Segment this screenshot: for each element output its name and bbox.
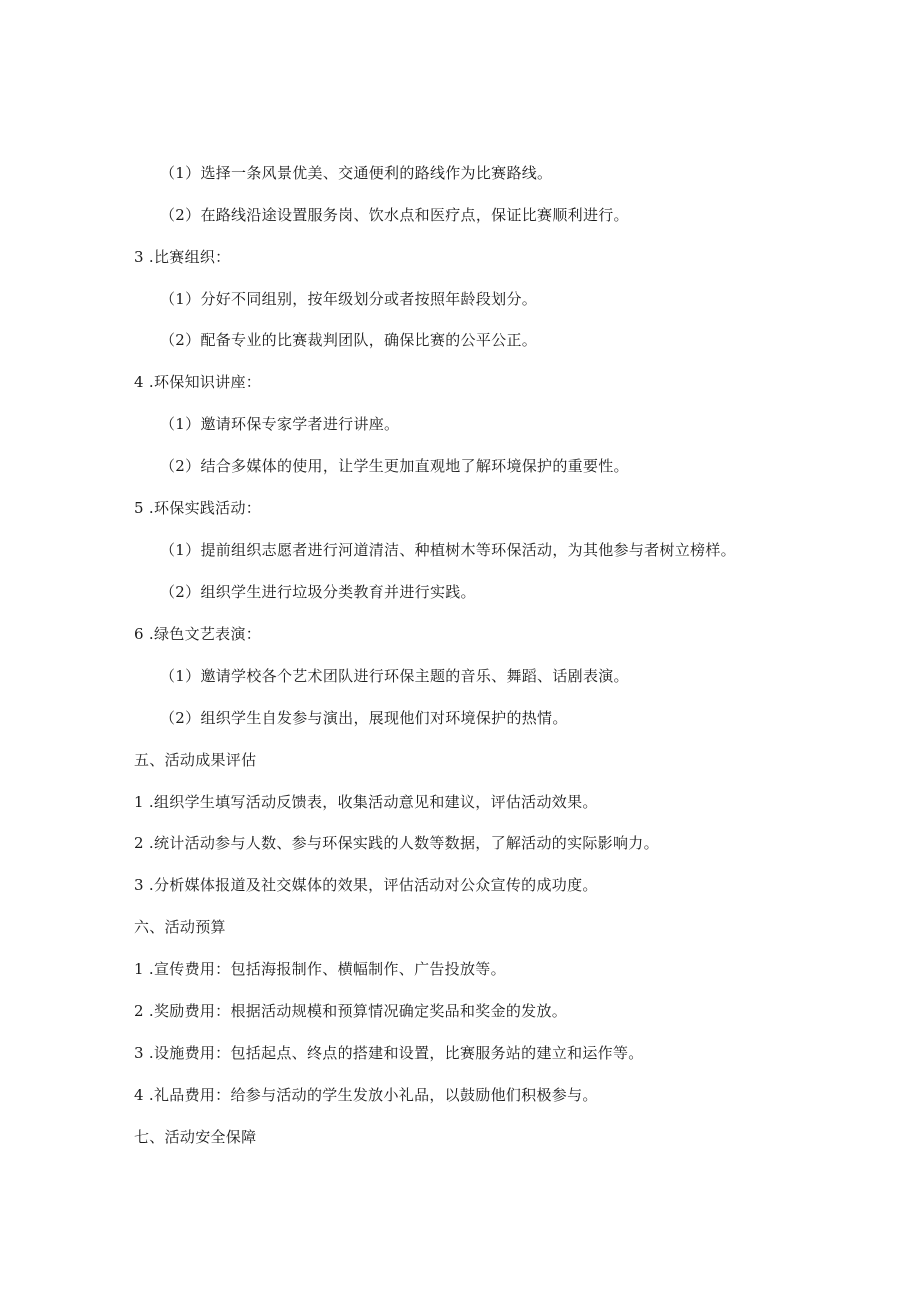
list-item: 3 .分析媒体报道及社交媒体的效果，评估活动对公众宣传的成功度。 [134,876,598,894]
list-item: 3 .设施费用：包括起点、终点的搭建和设置，比赛服务站的建立和运作等。 [134,1044,644,1062]
list-item: 1 .宣传费用：包括海报制作、横幅制作、广告投放等。 [134,960,506,978]
list-item: 4 .礼品费用：给参与活动的学生发放小礼品，以鼓励他们积极参与。 [134,1086,598,1104]
list-item: （2）组织学生自发参与演出，展现他们对环境保护的热情。 [160,709,568,727]
list-item: （2）结合多媒体的使用，让学生更加直观地了解环境保护的重要性。 [160,457,629,475]
section-item: 5 .环保实践活动： [134,499,262,517]
section-item: 3 .比赛组织： [134,248,231,266]
section-heading: 五、活动成果评估 [134,751,257,769]
list-item: （2）组织学生进行垃圾分类教育并进行实践。 [160,583,476,601]
list-item: （1）邀请环保专家学者进行讲座。 [160,415,400,433]
list-item: （2）在路线沿途设置服务岗、饮水点和医疗点，保证比赛顺利进行。 [160,206,629,224]
section-heading: 七、活动安全保障 [134,1128,257,1146]
list-item: （1）提前组织志愿者进行河道清洁、种植树木等环保活动，为其他参与者树立榜样。 [160,541,736,559]
section-heading: 六、活动预算 [134,918,226,936]
list-item: （1）选择一条风景优美、交通便利的路线作为比赛路线。 [160,164,553,182]
list-item: 1 .组织学生填写活动反馈表，收集活动意见和建议，评估活动效果。 [134,793,598,811]
section-item: 4 .环保知识讲座： [134,373,262,391]
list-item: （2）配备专业的比赛裁判团队，确保比赛的公平公正。 [160,331,538,349]
list-item: 2 .奖励费用：根据活动规模和预算情况确定奖品和奖金的发放。 [134,1002,568,1020]
section-item: 6 .绿色文艺表演： [134,625,262,643]
list-item: （1）分好不同组别，按年级划分或者按照年龄段划分。 [160,290,538,308]
list-item: （1）邀请学校各个艺术团队进行环保主题的音乐、舞蹈、话剧表演。 [160,667,629,685]
list-item: 2 .统计活动参与人数、参与环保实践的人数等数据，了解活动的实际影响力。 [134,834,659,852]
